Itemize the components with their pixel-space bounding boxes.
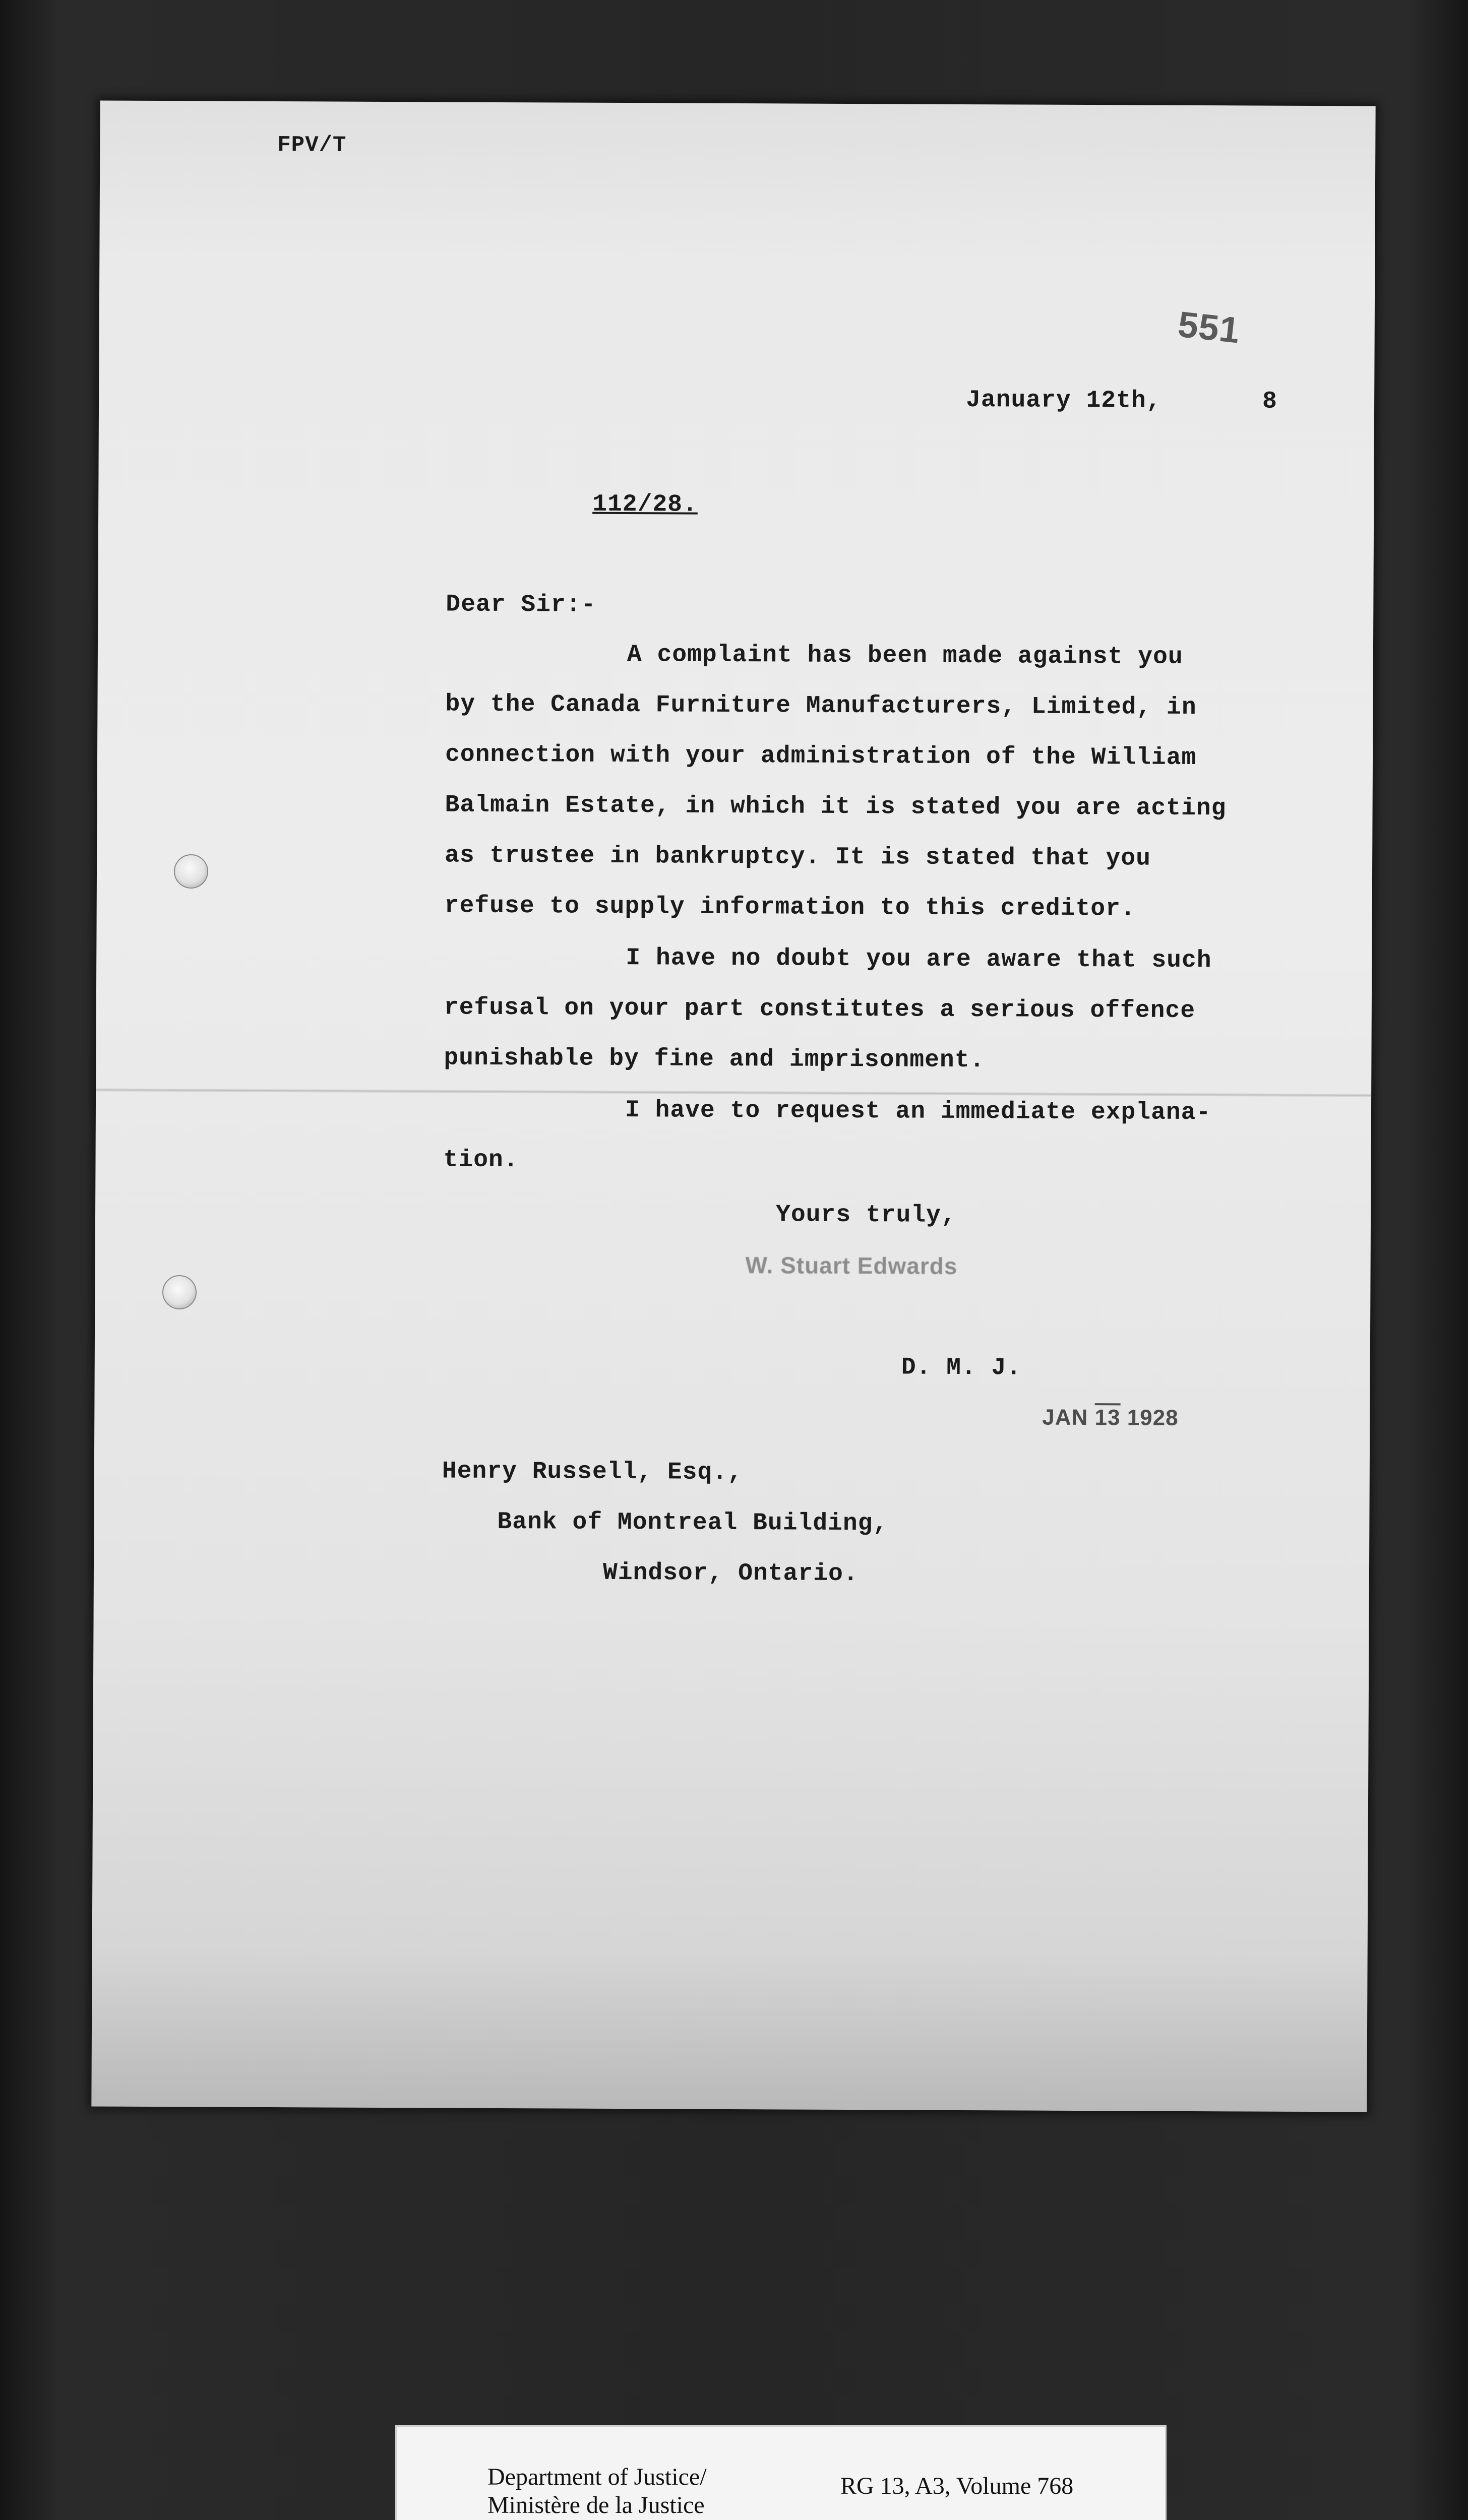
punch-hole-lower (162, 1275, 197, 1309)
body-line-4: Balmain Estate, in which it is stated you are acting (445, 791, 1227, 823)
page-fold-line (96, 1088, 1371, 1097)
recipient-address-2: Windsor, Ontario. (602, 1559, 859, 1588)
body-line-9: punishable by fine and imprisonment. (444, 1044, 985, 1075)
recipient-name: Henry Russell, Esq., (442, 1458, 743, 1487)
closing: Yours truly, (775, 1201, 956, 1229)
stamp-month: JAN (1042, 1405, 1088, 1430)
typist-initials: FPV/T (277, 133, 347, 158)
received-date-stamp (1042, 1405, 1179, 1431)
stamp-year: 1928 (1127, 1405, 1179, 1430)
punch-hole-upper (174, 854, 208, 889)
signer-title: D. M. J. (901, 1354, 1022, 1382)
department-fr: Ministère de la Justice (487, 2492, 705, 2518)
body-line-6: refuse to supply information to this creditor. (444, 892, 1136, 923)
salutation: Dear Sir:- (446, 591, 596, 619)
signature: W. Stuart Edwards (745, 1252, 958, 1279)
body-line-11: tion. (443, 1146, 519, 1174)
letter-page (91, 100, 1375, 2112)
letter-date: January 12th, (965, 386, 1161, 415)
stamp-day: 13 (1094, 1405, 1121, 1430)
department-en: Department of Justice/ (487, 2464, 707, 2490)
archive-reference-label (395, 2425, 1167, 2520)
record-group-reference: RG 13, A3, Volume 768 (840, 2473, 1074, 2499)
file-reference: 112/28. (592, 490, 698, 519)
letter-date-year: 8 (1262, 388, 1278, 415)
page-number-stamp: 551 (1176, 304, 1242, 351)
body-line-7: I have no doubt you are aware that such (626, 944, 1212, 975)
body-line-5: as trustee in bankruptcy. It is stated that you (445, 842, 1151, 872)
body-line-3: connection with your administration of the William (445, 741, 1197, 772)
department-names (487, 2463, 707, 2519)
body-line-8: refusal on your part constitutes a serious offence (444, 994, 1196, 1025)
body-line-10: I have to request an immediate explana- (625, 1097, 1211, 1127)
recipient-address-1: Bank of Montreal Building, (497, 1508, 888, 1538)
body-line-1: A complaint has been made against you (627, 641, 1183, 671)
body-line-2: by the Canada Furniture Manufacturers, Limited, in (445, 690, 1197, 722)
